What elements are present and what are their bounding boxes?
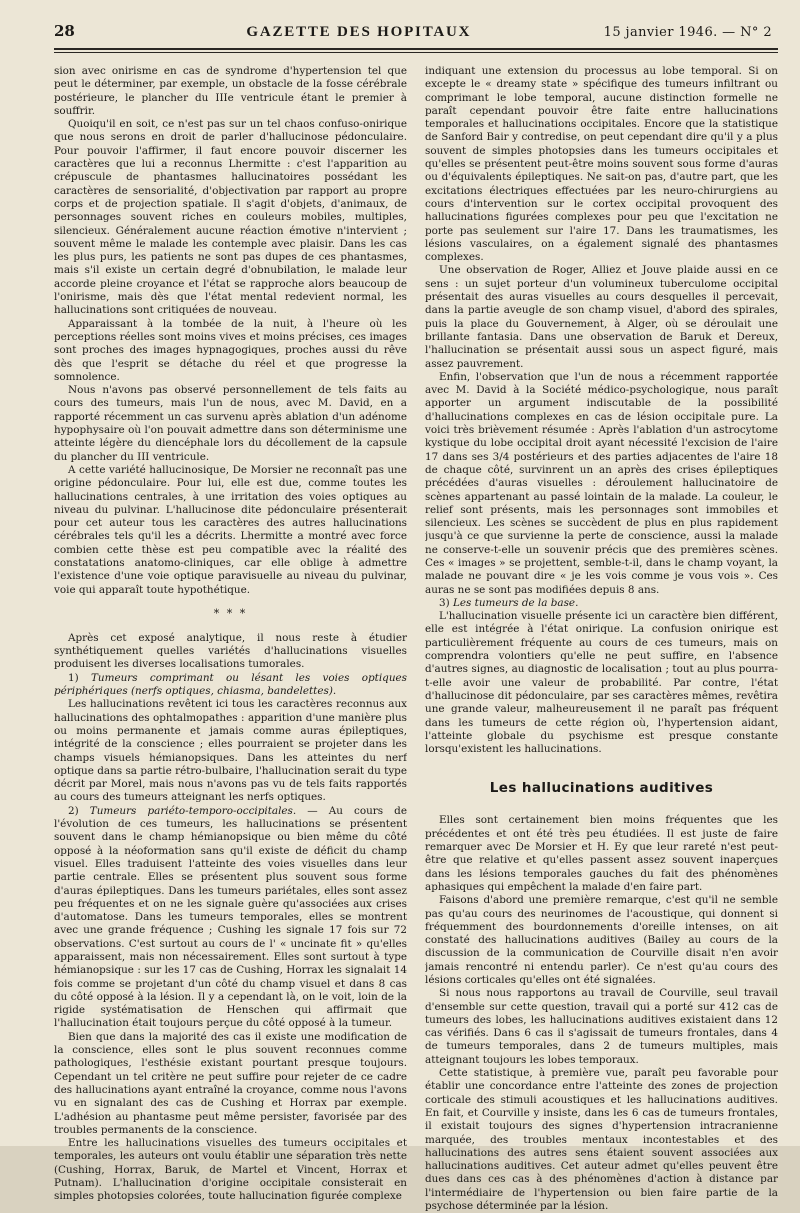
paragraph: sion avec onirisme en cas de syndrome d'hypertension tel que peut le déterminer, par exemple, un obstacle de la fosse cérébrale postérieure, le plancher du IIIe ventricule étant le premier à souffrir. bbox=[54, 65, 407, 117]
subsection-text: — Au cours de l'évolution de ces tumeurs, les hallucinations se présentent souvent dans le champ hémianopsique ou bien même du côté opposé à la néoformation sans qu'il existe de déficit du champ visuel. Elles traduisent l'atteinte des voies visuelles dans leur partie centrale. Elles se présentent plus souvent sous forme d'auras épileptiques. Dans les tumeurs pariétales, elles sont assez peu fréquentes et on ne les signale guère qu'associées aux crises d'automatose. Dans les tumeurs temporales, elles se montrent avec une grande fréquence ; Cushing les signale 17 fois sur 72 observations. C'est surtout au cours de l' « uncinate fit » qu'elles apparaissent, mais non nécessairement. Elles sont surtout à type hémianopsique : sur les 17 cas de Cushing, Horrax les signalait 14 fois comme se projetant d'un côté du champ visuel et dans 8 cas du côté opposé à la lésion. Il y a cependant là, on le voit, loin de la rigide systématisation de Henschen qui affirmait que l'hallucination était toujours perçue du côté opposé à la tumeur. bbox=[54, 804, 407, 1030]
subsection-paragraph bbox=[54, 805, 407, 1031]
paragraph: Les hallucinations revêtent ici tous les caractères reconnus aux hallucinations des ophtalmopathes : apparition d'une manière plus ou moins permanente et jamais comme auras épileptiques, intégrité de la conscience ; elles pourraient se projeter dans les champs visuels hémianopsiques. Dans les atteintes du nerf optique dans sa partie rétro-bulbaire, l'hallucination serait du type décrit par Morel, mais nous n'avons pas vu de tels faits rapportés au cours des tumeurs atteignant les nerfs optiques. bbox=[54, 698, 407, 804]
subsection-number: 1) bbox=[68, 671, 79, 684]
paragraph: L'hallucination visuelle présente ici un caractère bien différent, elle est intégrée à l'état onirique. La confusion onirique est particulièrement fréquente au cours de ces tumeurs, mais on comprendra volontiers qu'elle ne peut suffire, en l'absence d'autres signes, au diagnostic de localisation ; tout au plus pourra-t-elle avoir une valeur de probabilité. Par contre, l'état d'hallucinose dit pédonculaire, par ses caractères mêmes, revêtira une grande valeur, malheureusement il ne paraît pas fréquent dans les tumeurs de cette région où, l'hypertension aidant, l'atteinte globale du psychisme est presque constante lorsqu'existent les hallucinations. bbox=[425, 610, 778, 756]
paragraph: Elles sont certainement bien moins fréquentes que les précédentes et ont été très peu étudiées. Il est juste de faire remarquer avec De Morsier et H. Ey que leur rareté n'est peut-être que relative et qu'elles passent assez souvent inaperçues dans les lésions temporales gauches du fait des phénomènes aphasiques qui empêchent la malade d'en faire part. bbox=[425, 814, 778, 893]
subsection-number: 3) bbox=[439, 596, 450, 609]
paragraph: Entre les hallucinations visuelles des tumeurs occipitales et temporales, les auteurs ont voulu établir une séparation très nette (Cushing, Horrax, Baruk, de Martel et Vincent, Horrax et Putnam). L'hallucination d'origine occipitale consisterait en simples photopsies colorées, toute hallucination figurée complexe bbox=[54, 1137, 407, 1203]
issue-date: 15 janvier 1946. — N° 2 bbox=[603, 25, 772, 40]
subsection-title: Les tumeurs de la base. bbox=[452, 596, 579, 609]
journal-title: GAZETTE DES HOPITAUX bbox=[246, 24, 472, 40]
paragraph: indiquant une extension du processus au lobe temporal. Si on excepte le « dreamy state » spécifique des tumeurs infiltrant ou comprimant le lobe temporal, aucune distinction formelle ne paraît cependant pouvoir être faite entre hallucinations temporales et hallucinations occipitales. Encore que la statistique de Sanford Bair y contredise, on peut cependant dire qu'il y a plus souvent de simples photopsies dans les tumeurs occipitales et qu'elles se présentent peut-être moins souvent sous forme d'auras ou d'équivalents épileptiques. Ne sait-on pas, d'autre part, que les excitations électriques effectuées par les neuro-chirurgiens au cours d'intervention sur le cortex occipital provoquent des hallucinations figurées complexes pour peu que l'excitation ne porte pas seulement sur l'aire 17. Dans les traumatismes, les lésions vasculaires, on a également signalé des phantasmes complexes. bbox=[425, 65, 778, 264]
section-title: Les hallucinations auditives bbox=[489, 780, 714, 797]
paragraph: Après cet exposé analytique, il nous reste à étudier synthétiquement quelles variétés d'hallucinations visuelles produisent les diverses localisations tumorales. bbox=[54, 631, 407, 671]
section-separator: * * * bbox=[213, 606, 248, 620]
paragraph: Nous n'avons pas observé personnellement de tels faits au cours des tumeurs, mais l'un de nous, avec M. David, en a rapporté récemment un cas survenu après ablation d'un adénome hypophysaire où l'on pouvait admettre dans son déterminisme une atteinte légère du diencéphale lors du décollement de la capsule du plancher du III ventricule. bbox=[54, 384, 407, 463]
left-column bbox=[54, 65, 407, 1213]
paragraph: Une observation de Roger, Alliez et Jouve plaide aussi en ce sens : un sujet porteur d'un volumineux tuberculome occipital présentait des auras visuelles au cours desquelles il percevait, dans la partie aveugle de son champ visuel, d'abord des spirales, puis la place du Gouvernement, à Alger, où se déroulait une brillante fantasia. Dans une observation de Baruk et Dereux, l'hallucination se présentait aussi sous un aspect figuré, mais assez pauvrement. bbox=[425, 264, 778, 370]
page-header bbox=[54, 22, 778, 46]
paragraph: Quoiqu'il en soit, ce n'est pas sur un tel chaos confuso-onirique que nous serons en droit de parler d'hallucinose pédonculaire. Pour pouvoir l'affirmer, il faut encore pouvoir discerner les caractères que lui a reconnus Lhermitte : c'est l'apparition au crépuscule de phantasmes hallucinatoires possédant les caractères de sensorialité, d'objectivation par rapport au propre corps et de projection spatiale. Il s'agit d'objets, d'animaux, de personnages souvent riches en couleurs mobiles, multiples, silencieux. Généralement aucune réaction émotive n'intervient ; souvent même le malade les contemple avec plaisir. Dans les cas les plus purs, les patients ne sont pas dupes de ces phantasmes, mais s'il existe un certain degré d'obnubilation, le malade leur accorde pleine croyance et l'état se rapproche alors beaucoup de l'onirisme, mais dès que l'état mental redevient normal, les hallucinations sont critiquées de nouveau. bbox=[54, 118, 407, 317]
subsection-heading bbox=[54, 672, 407, 699]
page-number: 28 bbox=[54, 22, 75, 40]
right-column bbox=[425, 65, 778, 1213]
subsection-heading bbox=[425, 597, 778, 610]
header-rule bbox=[54, 48, 778, 50]
paragraph: Cette statistique, à première vue, paraît peu favorable pour établir une concordance entre l'atteinte des zones de projection corticale des stimuli acoustiques et les hallucinations auditives. En fait, et Courville y insiste, dans les 6 cas de tumeurs frontales, il existait toujours des signes d'hypertension intracranienne marquée, des troubles mentaux incontestables et des hallucinations des autres sens étaient souvent associées aux hallucinations auditives. Cet auteur admet qu'elles peuvent être dues dans ces cas à des phénomènes d'action à distance par l'intermédiaire de l'hypertension ou bien faire partie de la psychose déterminée par la lésion. bbox=[425, 1067, 778, 1213]
paragraph: Faisons d'abord une première remarque, c'est qu'il ne semble pas qu'au cours des neurinomes de l'acoustique, qui donnent si fréquemment des bourdonnements d'oreille intenses, on ait constaté des hallucinations auditives (Bailey au cours de la discussion de la communication de Courville disait n'en avoir jamais rencontré ni entendu parler). Ce n'est qu'au cours des lésions corticales qu'elles ont été signalées. bbox=[425, 894, 778, 986]
paragraph: A cette variété hallucinosique, De Morsier ne reconnaît pas une origine pédonculaire. Pour lui, elle est due, comme toutes les hallucinations centrales, à une irritation des voies optiques au niveau du pulvinar. L'hallucinose dite pédonculaire présenterait pour cet auteur tous les caractères des autres hallucinations cérébrales tels qu'il les a décrits. Lhermitte a montré avec force combien cette thèse est peu compatible avec la réalité des constatations anatomo-cliniques, car elle oblige à admettre l'existence d'une voie optique paravisuelle au niveau du pulvinar, voie qui apparaît toute hypothétique. bbox=[54, 463, 407, 596]
header-rule-thin bbox=[54, 52, 778, 53]
paragraph: Bien que dans la majorité des cas il existe une modification de la conscience, elles sont le plus souvent reconnues comme pathologiques, l'esthésie existant pourtant presque toujours. Cependant un tel critère ne peut suffire pour rejeter de ce cadre des hallucinations ayant entraîné la croyance, comme nous l'avons vu en signalant des cas de Cushing et Horrax par exemple. L'adhésion au phantasme peut même persister, favorisée par des troubles permanents de la conscience. bbox=[54, 1030, 407, 1136]
article-columns bbox=[54, 65, 778, 1213]
paragraph: Si nous nous rapportons au travail de Courville, seul travail d'ensemble sur cette question, travail qui a porté sur 412 cas de tumeurs des lobes, les hallucinations auditives existaient dans 12 cas vérifiés. Dans 6 cas il s'agissait de tumeurs frontales, dans 4 de tumeurs temporales, dans 2 de tumeurs multiples, mais atteignant toujours les lobes temporaux. bbox=[425, 987, 778, 1066]
subsection-title: Tumeurs comprimant ou lésant les voies optiques périphériques (nerfs optiques, chiasma, bandelettes). bbox=[54, 671, 407, 698]
paragraph: Enfin, l'observation que l'un de nous a récemment rapportée avec M. David à la Société médico-psychologique, nous paraît apporter un argument indiscutable de la possibilité d'hallucinations complexes en cas de lésion occipitale pure. La voici très brièvement résumée : Après l'ablation d'un astrocytome kystique du lobe occipital droit ayant nécessité l'excision de l'aire 17 dans ses 3/4 postérieurs et des parties adjacentes de l'aire 18 de chaque côté, survinrent un an après des crises épileptiques précédées d'auras visuelles : déroulement hallucinatoire de scènes appartenant au passé lointain de la malade. La couleur, le relief sont présents, mais les personnages sont immobiles et silencieux. Les scènes se succèdent de plus en plus rapidement jusqu'à ce que survienne la perte de conscience, aussi la malade ne conserve-t-elle un souvenir précis que des premières scènes. Ces « images » se projettent, semble-t-il, dans le champ voyant, la malade ne pouvant dire « je les vois comme je vous vois ». Ces auras ne se sont pas modifiées depuis 8 ans. bbox=[425, 370, 778, 596]
paragraph: Apparaissant à la tombée de la nuit, à l'heure où les perceptions réelles sont moins vives et moins précises, ces images sont proches des images hypnagogiques, proches aussi du rêve dès que l'esprit se détache du réel et que progresse la somnolence. bbox=[54, 317, 407, 383]
subsection-title: Tumeurs pariéto-temporo-occipitales. bbox=[89, 804, 297, 817]
subsection-number: 2) bbox=[68, 804, 79, 817]
